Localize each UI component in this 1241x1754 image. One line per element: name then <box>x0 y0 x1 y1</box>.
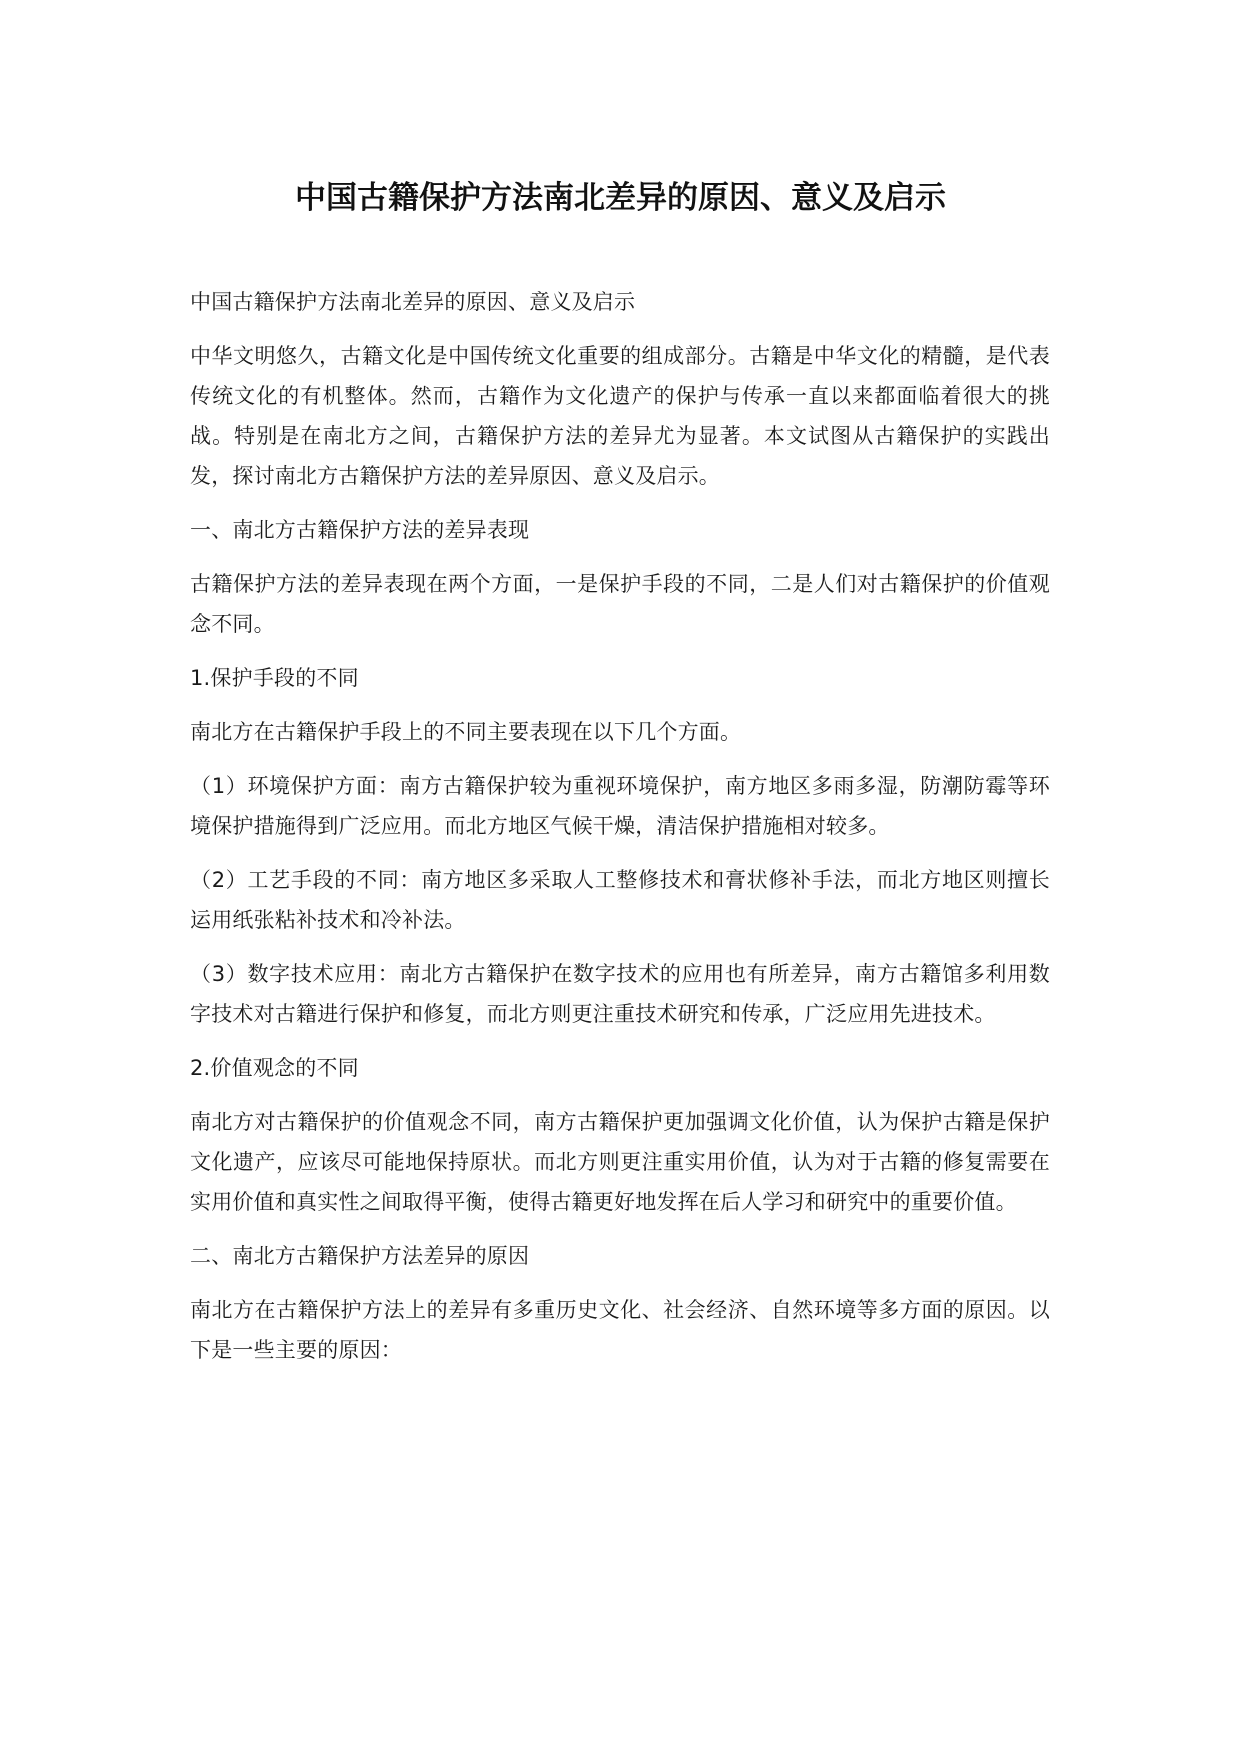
section-heading-1: 一、南北方古籍保护方法的差异表现 <box>190 518 530 542</box>
subsection-heading-1: 1.保护手段的不同 <box>190 666 359 690</box>
document-title: 中国古籍保护方法南北差异的原因、意义及启示 <box>295 180 946 216</box>
body-paragraph: 南北方在古籍保护手段上的不同主要表现在以下几个方面。 <box>190 720 742 744</box>
section-heading-2: 二、南北方古籍保护方法差异的原因 <box>190 1244 530 1268</box>
subsection-heading-2: 2.价值观念的不同 <box>190 1056 359 1080</box>
body-paragraph: 南北方对古籍保护的价值观念不同，南方古籍保护更加强调文化价值，认为保护古籍是保护文化遗产，应该尽可能地保持原状。而北方则更注重实用价值，认为对于古籍的修复需要在实用价值和真实性之间取得平衡，使得古籍更好地发挥在后人学习和研究中的重要价值。 <box>190 1110 1050 1214</box>
list-item-3: （3）数字技术应用：南北方古籍保护在数字技术的应用也有所差异，南方古籍馆多利用数字技术对古籍进行保护和修复，而北方则更注重技术研究和传承，广泛应用先进技术。 <box>190 962 1050 1026</box>
subtitle-paragraph: 中国古籍保护方法南北差异的原因、意义及启示 <box>190 290 636 314</box>
body-paragraph: 南北方在古籍保护方法上的差异有多重历史文化、社会经济、自然环境等多方面的原因。以下是一些主要的原因： <box>190 1298 1050 1362</box>
intro-paragraph: 中华文明悠久，古籍文化是中国传统文化重要的组成部分。古籍是中华文化的精髓，是代表传统文化的有机整体。然而，古籍作为文化遗产的保护与传承一直以来都面临着很大的挑战。特别是在南北方之间，古籍保护方法的差异尤为显著。本文试图从古籍保护的实践出发，探讨南北方古籍保护方法的差异原因、意义及启示。 <box>190 344 1050 488</box>
document-body <box>190 282 1050 1370</box>
list-item-2: （2）工艺手段的不同：南方地区多采取人工整修技术和膏状修补手法，而北方地区则擅长运用纸张粘补技术和冷补法。 <box>190 868 1050 932</box>
body-paragraph: 古籍保护方法的差异表现在两个方面，一是保护手段的不同，二是人们对古籍保护的价值观念不同。 <box>190 572 1050 636</box>
list-item-1: （1）环境保护方面：南方古籍保护较为重视环境保护，南方地区多雨多湿，防潮防霉等环境保护措施得到广泛应用。而北方地区气候干燥，清洁保护措施相对较多。 <box>190 774 1050 838</box>
